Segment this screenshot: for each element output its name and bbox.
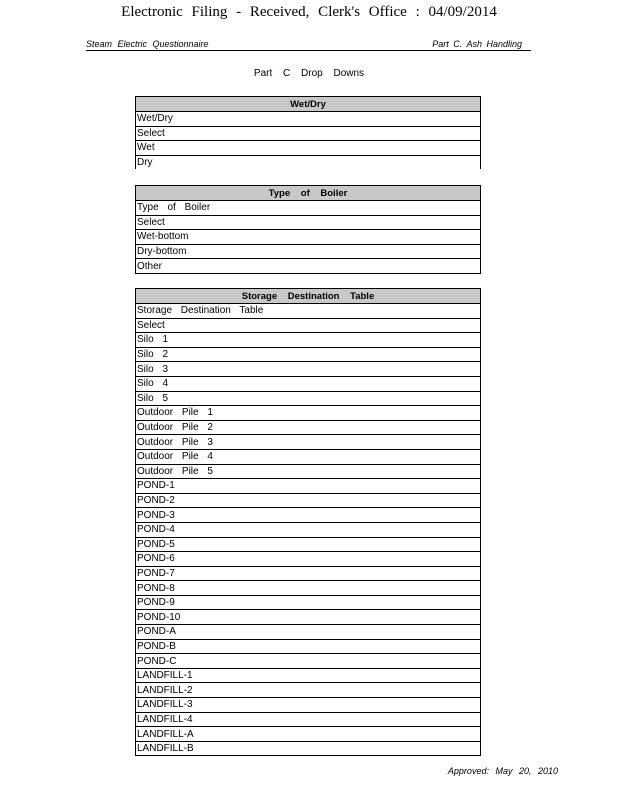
table-cell: LANDFILL-1 [136, 668, 481, 683]
table-cell: Outdoor Pile 2 [136, 420, 481, 435]
boiler-type-table [135, 185, 481, 274]
table-row [136, 493, 481, 508]
table-row [136, 259, 481, 274]
table-row [136, 683, 481, 698]
section-title: Part C. Ash Handling [432, 39, 522, 49]
approval-date: Approved: May 20, 2010 [447, 766, 558, 776]
table-cell: Wet/Dry [136, 112, 481, 127]
table-cell: Silo 2 [136, 347, 481, 362]
table-cell: Wet-bottom [136, 230, 481, 245]
table-row [136, 654, 481, 669]
table-row [136, 376, 481, 391]
table-row [136, 566, 481, 581]
header-rule [86, 50, 531, 51]
table-cell: LANDFILL-4 [136, 712, 481, 727]
table-row [136, 435, 481, 450]
table-cell: Wet [136, 141, 481, 156]
table-cell: POND-1 [136, 479, 481, 494]
table-cell: POND-10 [136, 610, 481, 625]
table-row [136, 668, 481, 683]
questionnaire-title: Steam Electric Questionnaire [86, 39, 209, 49]
table-header: Storage Destination Table [136, 289, 481, 304]
table-cell: POND-8 [136, 581, 481, 596]
table-cell: Silo 1 [136, 333, 481, 348]
table-cell: POND-5 [136, 537, 481, 552]
table-row [136, 126, 481, 141]
table-cell: Outdoor Pile 3 [136, 435, 481, 450]
table-cell: POND-9 [136, 595, 481, 610]
table-row [136, 727, 481, 742]
table-row [136, 391, 481, 406]
table-row [136, 304, 481, 319]
wet-dry-table [135, 96, 481, 169]
table-cell: Type of Boiler [136, 201, 481, 216]
filing-stamp: Electronic Filing - Received, Clerk's Office : 04/09/2014 [121, 4, 497, 20]
page-subtitle: Part C Drop Downs [253, 68, 365, 79]
table-cell: Outdoor Pile 1 [136, 406, 481, 421]
table-row [136, 215, 481, 230]
table-row [136, 230, 481, 245]
table-row [136, 552, 481, 567]
table-cell: Dry-bottom [136, 244, 481, 259]
table-row [136, 155, 481, 169]
table-cell: POND-B [136, 639, 481, 654]
table-row [136, 420, 481, 435]
table-row [136, 479, 481, 494]
storage-destination-table [135, 288, 481, 756]
table-row [136, 639, 481, 654]
table-row [136, 318, 481, 333]
table-row [136, 449, 481, 464]
table-cell: Select [136, 215, 481, 230]
table-cell: Silo 5 [136, 391, 481, 406]
table-row [136, 347, 481, 362]
table-row [136, 141, 481, 156]
table-row [136, 581, 481, 596]
table-cell: Select [136, 126, 481, 141]
table-cell: POND-2 [136, 493, 481, 508]
table-row [136, 625, 481, 640]
table-row [136, 406, 481, 421]
table-row [136, 201, 481, 216]
table-row [136, 522, 481, 537]
table-cell: POND-6 [136, 552, 481, 567]
table-cell: LANDFILL-A [136, 727, 481, 742]
table-header: Wet/Dry [136, 97, 481, 112]
table-cell: Silo 3 [136, 362, 481, 377]
table-cell: Dry [136, 155, 481, 169]
table-row [136, 464, 481, 479]
table-row [136, 112, 481, 127]
table-cell: POND-3 [136, 508, 481, 523]
table-cell: Other [136, 259, 481, 274]
table-cell: LANDFILL-2 [136, 683, 481, 698]
table-row [136, 244, 481, 259]
table-row [136, 537, 481, 552]
table-row [136, 333, 481, 348]
table-cell: LANDFILL-3 [136, 698, 481, 713]
table-cell: Outdoor Pile 4 [136, 449, 481, 464]
table-cell: Outdoor Pile 5 [136, 464, 481, 479]
table-row [136, 362, 481, 377]
table-cell: Storage Destination Table [136, 304, 481, 319]
table-row [136, 508, 481, 523]
table-row [136, 741, 481, 756]
table-cell: Silo 4 [136, 376, 481, 391]
table-row [136, 712, 481, 727]
table-cell: POND-7 [136, 566, 481, 581]
table-row [136, 595, 481, 610]
table-header: Type of Boiler [136, 186, 481, 201]
table-cell: Select [136, 318, 481, 333]
table-cell: POND-C [136, 654, 481, 669]
table-row [136, 698, 481, 713]
table-cell: LANDFILL-B [136, 741, 481, 756]
table-cell: POND-A [136, 625, 481, 640]
table-row [136, 610, 481, 625]
table-cell: POND-4 [136, 522, 481, 537]
